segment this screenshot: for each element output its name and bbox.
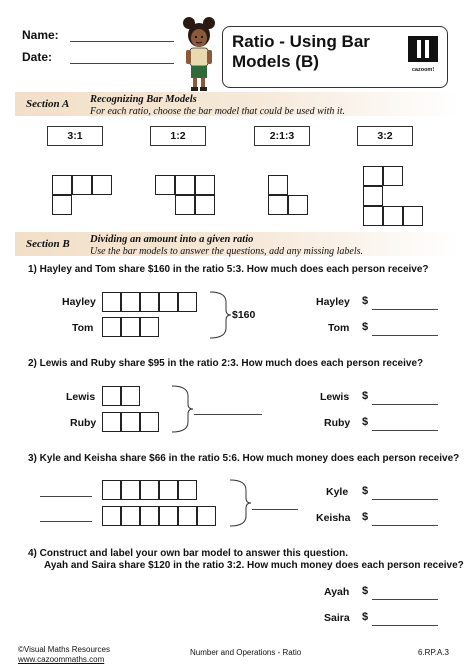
q1-answer-label-hayley: Hayley <box>316 296 350 308</box>
q2-brace <box>168 384 194 434</box>
section-a-tag: Section A <box>26 98 70 110</box>
q4-answer-saira[interactable] <box>372 625 438 626</box>
bar-cell <box>178 480 197 500</box>
q4-dollar-2: $ <box>362 611 369 623</box>
bar-cell <box>288 195 308 215</box>
question-4-line-1: 4) Construct and label your own bar model to answer this question. <box>28 548 349 559</box>
q2-dollar-1: $ <box>362 390 369 402</box>
q3-dollar-1: $ <box>362 485 369 497</box>
bar-cell <box>195 175 215 195</box>
bar-cell <box>102 480 121 500</box>
q3-name-field-1[interactable] <box>40 496 92 497</box>
q3-answer-kyle[interactable] <box>372 499 438 500</box>
q2-answer-lewis[interactable] <box>372 404 438 405</box>
bar-cell <box>121 412 140 432</box>
cazoom-logo-icon <box>408 36 438 62</box>
q2-name-lewis: Lewis <box>66 391 96 403</box>
bar-cell <box>140 317 159 337</box>
ratio-box-4: 3:2 <box>357 126 413 146</box>
bar-cell <box>155 175 175 195</box>
q1-name-tom: Tom <box>72 322 94 334</box>
footer-topic: Number and Operations - Ratio <box>190 648 302 657</box>
name-label: Name: <box>22 28 59 42</box>
q1-total: $160 <box>232 309 256 321</box>
q1-brace <box>206 290 232 340</box>
section-b-tag: Section B <box>26 238 70 250</box>
footer-website[interactable]: www.cazoommaths.com <box>18 655 105 664</box>
bar-cell <box>363 206 383 226</box>
bar-cell <box>383 166 403 186</box>
bar-cell <box>363 166 383 186</box>
bar-cell <box>102 386 121 406</box>
bar-cell <box>140 292 159 312</box>
logo-text: cazoom! <box>411 67 435 73</box>
q1-answer-label-tom: Tom <box>328 322 350 334</box>
q1-dollar-2: $ <box>362 321 369 333</box>
bar-cell <box>159 292 178 312</box>
bar-cell <box>52 175 72 195</box>
question-4-line-2: Ayah and Saira share $120 in the ratio 3:2. How much money does each person receive? <box>44 560 464 571</box>
q3-answer-keisha[interactable] <box>372 525 438 526</box>
section-b-instruction: Use the bar models to answer the questions, add any missing labels. <box>90 246 364 257</box>
bar-cell <box>121 480 140 500</box>
bar-cell <box>52 195 72 215</box>
ratio-box-3: 2:1:3 <box>254 126 310 146</box>
ratio-box-2: 1:2 <box>150 126 206 146</box>
q1-answer-tom[interactable] <box>372 335 438 336</box>
date-label: Date: <box>22 50 53 64</box>
footer-standard-code: 6.RP.A.3 <box>418 648 449 657</box>
q1-answer-hayley[interactable] <box>372 309 438 310</box>
bar-cell <box>121 317 140 337</box>
q3-dollar-2: $ <box>362 511 369 523</box>
q2-total-label-field[interactable] <box>194 414 262 415</box>
question-3: 3) Kyle and Keisha share $66 in the ratio 5:6. How much money does each person receive? <box>28 453 460 464</box>
bar-cell <box>102 317 121 337</box>
q3-total-label-field[interactable] <box>252 509 298 510</box>
bar-cell <box>140 480 159 500</box>
q2-name-ruby: Ruby <box>70 417 97 429</box>
bar-cell <box>102 506 121 526</box>
bar-cell <box>140 506 159 526</box>
q3-answer-label-keisha: Keisha <box>316 512 351 524</box>
bar-cell <box>121 386 140 406</box>
q3-answer-label-kyle: Kyle <box>326 486 349 498</box>
bar-cell <box>92 175 112 195</box>
q3-name-field-2[interactable] <box>40 521 92 522</box>
bar-cell <box>72 175 92 195</box>
footer-copyright: ©Visual Maths Resources <box>18 645 111 654</box>
question-1: 1) Hayley and Tom share $160 in the ratio 5:3. How much does each person receive? <box>28 264 429 275</box>
bar-cell <box>175 195 195 215</box>
q1-name-hayley: Hayley <box>62 296 96 308</box>
section-a-instruction: For each ratio, choose the bar model that could be used with it. <box>90 106 345 117</box>
bar-cell <box>121 292 140 312</box>
bar-cell <box>197 506 216 526</box>
bar-cell <box>383 206 403 226</box>
ratio-box-1: 3:1 <box>47 126 103 146</box>
q2-answer-label-lewis: Lewis <box>320 391 350 403</box>
bar-cell <box>403 206 423 226</box>
q4-answer-ayah[interactable] <box>372 599 438 600</box>
bar-cell <box>268 195 288 215</box>
q4-dollar-1: $ <box>362 585 369 597</box>
bar-cell <box>363 186 383 206</box>
q2-answer-label-ruby: Ruby <box>324 417 351 429</box>
section-b-heading: Dividing an amount into a given ratio <box>90 234 254 245</box>
bar-cell <box>140 412 159 432</box>
page-title: Ratio - Using Bar Models (B) <box>232 32 370 71</box>
bar-cell <box>195 195 215 215</box>
q1-dollar-1: $ <box>362 295 369 307</box>
question-2: 2) Lewis and Ruby share $95 in the ratio 2:3. How much does each person receive? <box>28 358 424 369</box>
student-illustration <box>178 14 220 94</box>
bar-cell <box>121 506 140 526</box>
q2-answer-ruby[interactable] <box>372 430 438 431</box>
bar-cell <box>102 412 121 432</box>
bar-cell <box>102 292 121 312</box>
cazoom-logo <box>408 36 438 73</box>
bar-cell <box>178 292 197 312</box>
q2-dollar-2: $ <box>362 416 369 428</box>
name-field[interactable] <box>70 41 174 42</box>
bar-cell <box>159 480 178 500</box>
q4-answer-label-ayah: Ayah <box>324 586 350 598</box>
bar-cell <box>159 506 178 526</box>
bar-cell <box>178 506 197 526</box>
date-field[interactable] <box>70 63 174 64</box>
bar-cell <box>175 175 195 195</box>
q3-brace <box>226 478 252 528</box>
section-a-heading: Recognizing Bar Models <box>90 94 197 105</box>
bar-cell <box>268 175 288 195</box>
q4-answer-label-saira: Saira <box>324 612 350 624</box>
